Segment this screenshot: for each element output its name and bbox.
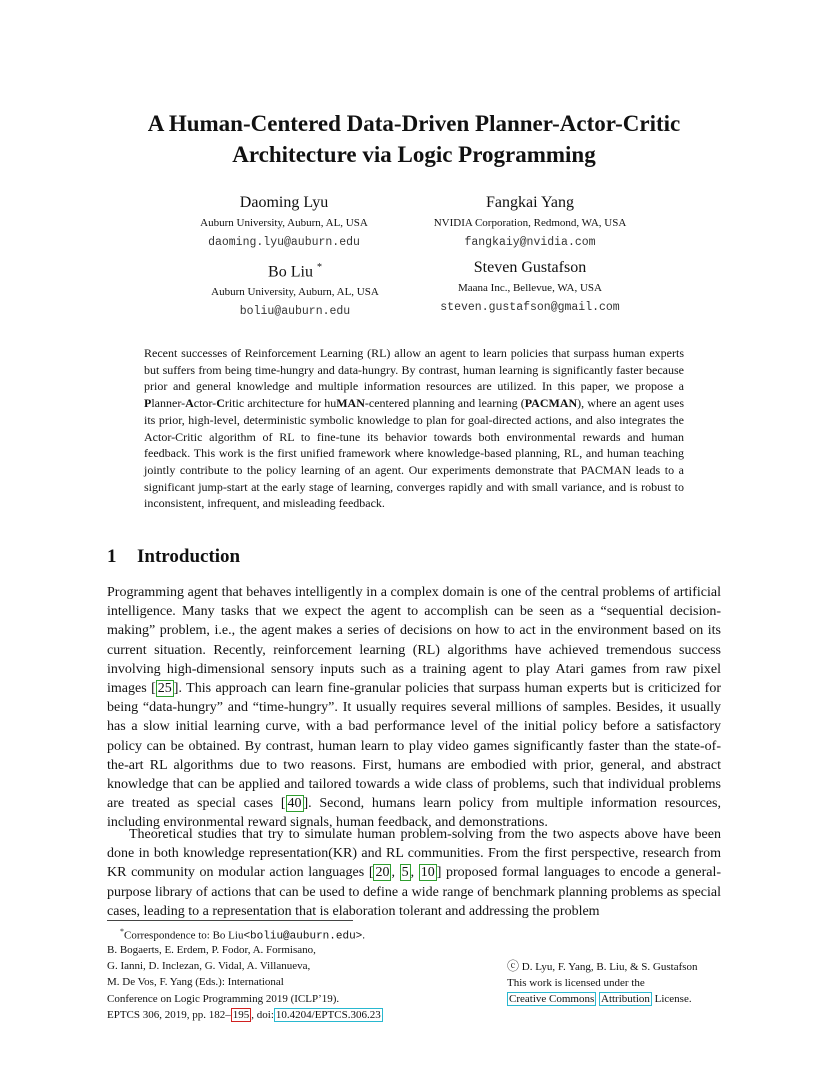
body-text: Theoretical studies that try to simulate human problem-solving from the two aspects above have been done in both knowledge representation(KR) and RL communities. From the first perspective, research from KR community on modular action languages [ <box>107 827 721 881</box>
pubinfo-line: Conference on Logic Programming 2019 (ICLP’19). <box>107 992 340 1005</box>
abstract-text: Recent successes of Reinforcement Learning (RL) allow an agent to learn policies that surpass human experts but suffers from being time-hungry and data-hungry. By contrast, human learning is significantly faster because prior and general knowledge and multiple information resources are utilized. In this paper, we propose a <box>144 346 684 394</box>
abstract-bold: P <box>144 396 152 411</box>
body-text: ]. This approach can learn fine-granular policies that surpass human experts but is criticized for being “data-hungry” and “time-hungry”. It usually requires several millions of samples. Besides, it usually has a slow initial learning curve, with a bad performance level of the initial policy before a satisfactory policy can be obtained. By contrast, human learn to play video games significantly faster than the state-of-the-art RL algorithms due to two reasons. First, humans are embodied with prior, general, and abstract knowledge that can be applied and tailored towards a wide class of problems, such that individual problems are treated as special cases [ <box>107 681 721 812</box>
abstract-bold: C <box>216 396 225 411</box>
author-name: Daoming Lyu <box>239 194 329 211</box>
license-line <box>507 991 698 1007</box>
abstract <box>144 345 684 512</box>
abstract-bold: MAN <box>336 396 365 411</box>
author-block-4 <box>380 258 680 318</box>
citation-link[interactable]: 5 <box>401 865 409 881</box>
author-email[interactable]: boliu@auburn.edu <box>239 305 351 319</box>
section-number: 1 <box>107 546 117 567</box>
abstract-text: lanner- <box>151 396 186 411</box>
abstract-bold: PACMAN <box>524 396 578 411</box>
paragraph-2 <box>107 825 721 921</box>
body-text: , <box>410 865 419 881</box>
title-line-1: A Human-Centered Data-Driven Planner-Actor-Critic <box>147 111 681 136</box>
license-text: This work is licensed under the <box>507 977 645 990</box>
body-text: , <box>391 865 400 881</box>
abstract-text: -centered planning and learning ( <box>364 396 525 411</box>
copyright-icon: ⓒ <box>507 959 520 973</box>
abstract-bold: A <box>185 396 194 411</box>
citation-link[interactable]: 40 <box>287 796 302 812</box>
copyright-line <box>507 958 698 975</box>
author-name: Steven Gustafson <box>473 259 587 276</box>
copyright-text: D. Lyu, F. Yang, B. Liu, & S. Gustafson <box>519 961 698 973</box>
author-block-2 <box>380 193 680 253</box>
last-page-link[interactable]: 195 <box>232 1008 250 1021</box>
doi-link[interactable]: 10.4204/EPTCS.306.23 <box>275 1008 381 1021</box>
citation-link[interactable]: 10 <box>420 865 435 881</box>
section-heading <box>107 546 240 568</box>
abstract-text: ctor- <box>193 396 217 411</box>
footnote-rule <box>107 920 353 921</box>
paragraph-1 <box>107 583 721 833</box>
abstract-text: ritic architecture for hu <box>224 396 337 411</box>
author-affiliation: Auburn University, Auburn, AL, USA <box>211 286 379 299</box>
author-email[interactable]: steven.gustafson@gmail.com <box>440 301 620 314</box>
pubinfo-text: , doi: <box>251 1008 274 1021</box>
author-name: Bo Liu <box>268 263 313 281</box>
author-email[interactable]: daoming.lyu@auburn.edu <box>208 236 360 249</box>
pubinfo-line <box>107 1007 383 1023</box>
pubinfo-line: B. Bogaerts, E. Erdem, P. Fodor, A. Formisano, <box>107 944 316 956</box>
pubinfo-text: EPTCS 306, 2019, pp. 182– <box>107 1008 231 1021</box>
title-line-2: Architecture via Logic Programming <box>232 142 596 167</box>
citation-link[interactable]: 20 <box>375 865 390 881</box>
body-text: ] proposed formal languages to encode a general-purpose library of actions that can be used to define a wide range of benchmark planning problems as special cases, leading to a representation that is elaboration tolerant and addressing the problem <box>107 865 721 919</box>
pubinfo-line: M. De Vos, F. Yang (Eds.): International <box>107 976 284 989</box>
publication-info <box>107 942 383 1023</box>
correspondence-mark: * <box>316 262 322 273</box>
body-text: Programming agent that behaves intelligently in a complex domain is one of the central problems of artificial intelligence. Many tasks that we expect the agent to accomplish can be seen as a “sequential decision-making” problem, i.e., the agent makes a series of decisions on how to act in the environment based on its current situation. Recently, reinforcement learning (RL) algorithms have achieved tremendous success involving high-dimensional sensory inputs such as a training agent to play Atari games from raw pixel images [ <box>107 585 721 697</box>
author-name: Fangkai Yang <box>485 194 574 211</box>
author-affiliation: Auburn University, Auburn, AL, USA <box>200 217 368 229</box>
section-title: Introduction <box>137 546 241 567</box>
author-affiliation: NVIDIA Corporation, Redmond, WA, USA <box>433 217 627 229</box>
attribution-link[interactable]: Attribution <box>601 993 650 1006</box>
author-email[interactable]: fangkaiy@nvidia.com <box>464 236 596 249</box>
author-affiliation: Maana Inc., Bellevue, WA, USA <box>458 282 602 294</box>
citation-link[interactable]: 25 <box>157 681 172 697</box>
footnote-text: . <box>362 929 366 942</box>
body-text: ]. Second, humans learn policy from multiple information resources, including environmental reward signals, human feedback, and demonstrations. <box>107 796 721 831</box>
license-info <box>507 958 698 1008</box>
paper-title <box>60 108 768 170</box>
abstract-text: ), where an agent uses its prior, high-level, deterministic symbolic knowledge to plan for goal-directed actions, and also integrates the Actor-Critic algorithm of RL to fine-tune its behavior towards both environmental rewards and human feedback. This work is the first unified framework where knowledge-based planning, RL, and human teaching jointly contribute to the policy learning of an agent. Our experiments demonstrate that PACMAN leads to a significant jump-start at the early stage of learning, converges rapidly and with small variance, and is robust to inconsistent, infrequent, and misleading feedback. <box>144 396 684 511</box>
license-text: License. <box>651 993 692 1006</box>
pubinfo-line: G. Ianni, D. Inclezan, G. Vidal, A. Villanueva, <box>107 960 311 973</box>
footnote-email[interactable]: <boliu@auburn.edu> <box>243 930 363 943</box>
footnote-text: Correspondence to: Bo Liu <box>124 929 244 942</box>
creative-commons-link[interactable]: Creative Commons <box>509 993 595 1006</box>
footnote-mark: * <box>120 927 124 936</box>
